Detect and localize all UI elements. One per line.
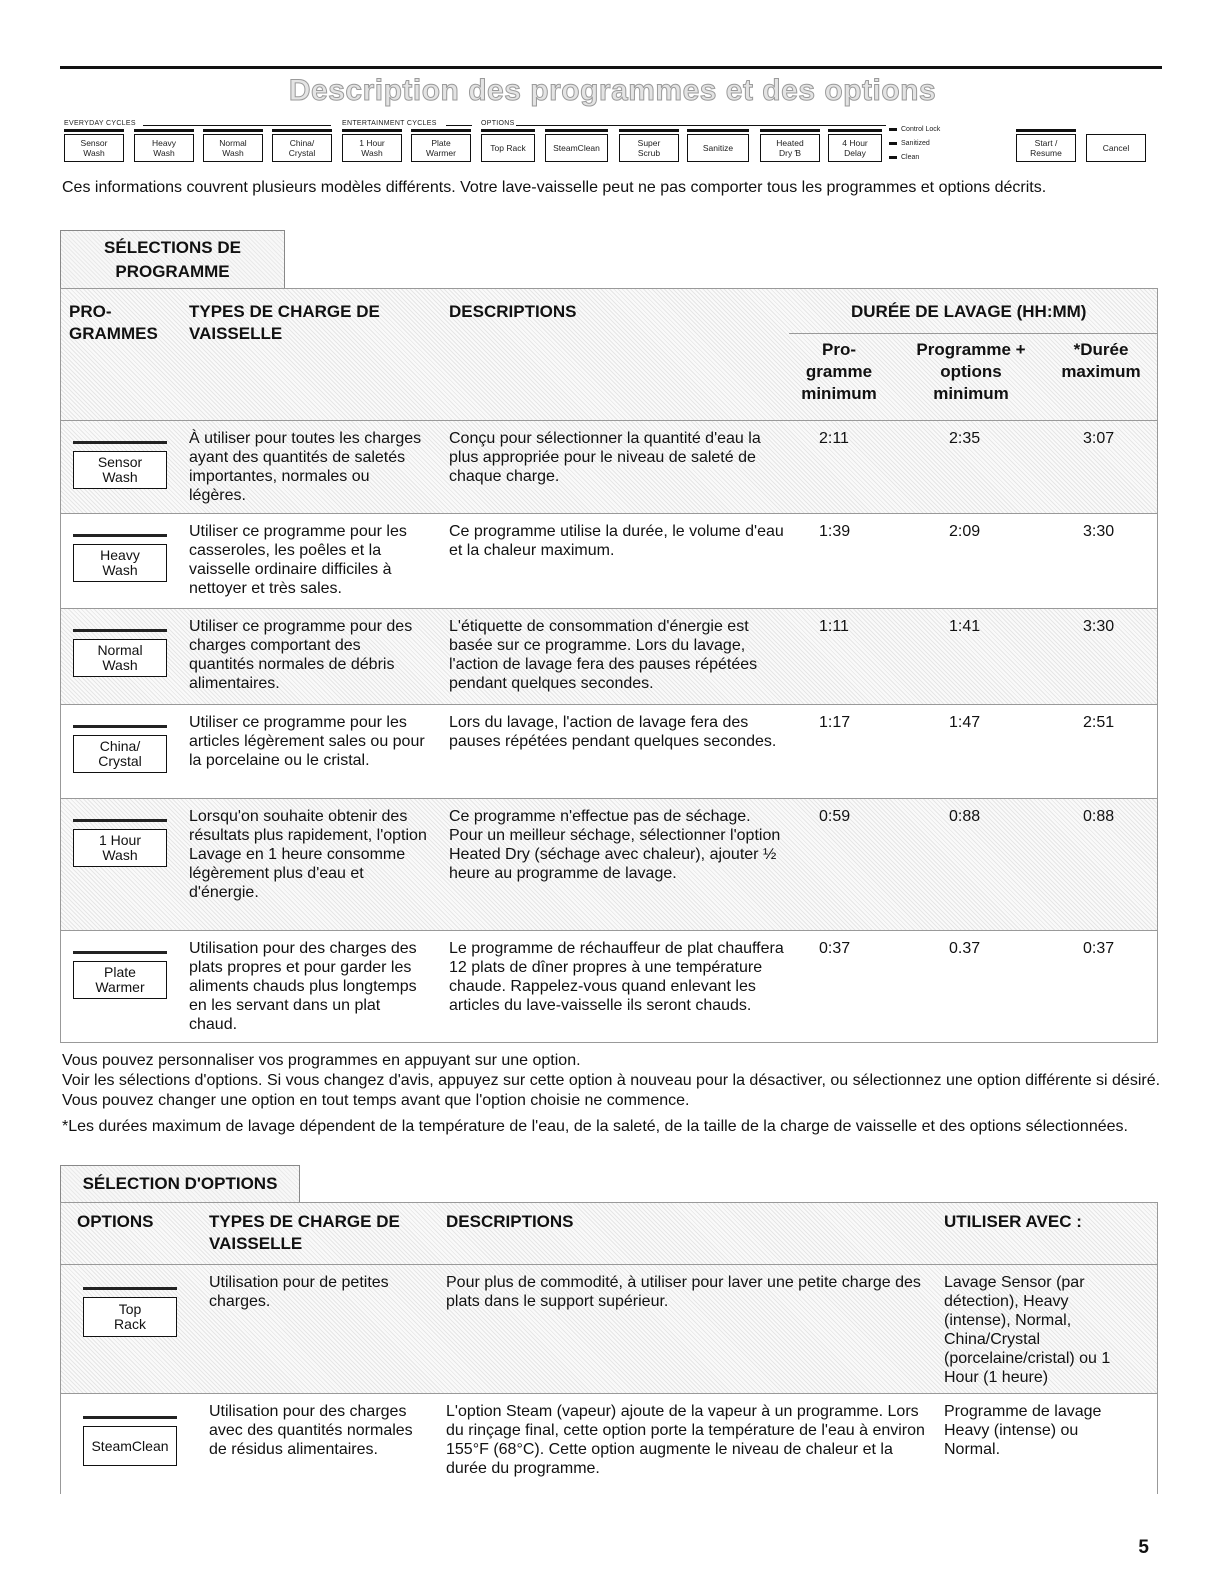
table-row bbox=[61, 1265, 1157, 1394]
options-table bbox=[60, 1202, 1158, 1494]
indicator-bar bbox=[203, 129, 263, 132]
table-header bbox=[61, 1203, 1157, 1265]
panel-button-sensor-wash[interactable]: Sensor Wash bbox=[64, 134, 124, 162]
max-time: 2:51 bbox=[1083, 714, 1115, 731]
panel-line bbox=[516, 125, 886, 126]
panel-button-plate-warmer[interactable]: Plate Warmer bbox=[411, 134, 471, 162]
china-crystal-button-icon: China/ Crystal bbox=[73, 735, 167, 773]
panel-button-steamclean[interactable]: SteamClean bbox=[545, 134, 608, 162]
description: Ce programme utilise la durée, le volume d'eau et la chaleur maximum. bbox=[449, 523, 784, 559]
panel-button-4-hour-delay[interactable]: 4 Hour Delay bbox=[828, 134, 882, 162]
load-type: Utiliser ce programme pour les casseroles, les poêles et la vaisselle ordinaire difficiles à nettoyer et très sales. bbox=[189, 523, 407, 597]
col-load-types-header: TYPES DE CHARGE DE VAISSELLE bbox=[189, 302, 380, 343]
panel-button-heated-dry[interactable]: Heated Dry Ɓ bbox=[760, 134, 820, 162]
heavy-wash-button-icon: Heavy Wash bbox=[73, 544, 167, 582]
options-time: 0:88 bbox=[949, 808, 981, 825]
options-time: 2:09 bbox=[949, 523, 981, 540]
max-time: 0:88 bbox=[1083, 808, 1115, 825]
use-with: Lavage Sensor (par détection), Heavy (intense), Normal, China/Crystal (porcelaine/cristal) ou 1 Hour (1 heure) bbox=[944, 1274, 1111, 1386]
tab-label: SÉLECTIONS DE bbox=[104, 238, 241, 257]
description: Lors du lavage, l'action de lavage fera des pauses répétées pendant quelques secondes. bbox=[449, 714, 777, 750]
use-with: Programme de lavage Heavy (intense) ou Normal. bbox=[944, 1403, 1102, 1458]
panel-button-normal-wash[interactable]: Normal Wash bbox=[203, 134, 263, 162]
tab-label: PROGRAMME bbox=[115, 262, 230, 281]
table-row bbox=[61, 705, 1157, 799]
note-options: Voir les sélections d'options. Si vous changez d'avis, appuyez sur cette option à nouveau pour la désactiver, ou sélectionnez une option différente si désiré. Vous pouvez changer une option en tout temps avant que l'option choisie ne commence. bbox=[62, 1072, 1161, 1109]
indicator-bar bbox=[83, 1416, 177, 1419]
indicator-bar bbox=[73, 725, 167, 728]
min-time: 2:11 bbox=[819, 430, 849, 447]
option-selections-tab: SÉLECTION D'OPTIONS bbox=[60, 1165, 300, 1202]
indicator-bar bbox=[411, 129, 471, 132]
table-row bbox=[61, 609, 1157, 705]
options-label: OPTIONS bbox=[481, 120, 515, 127]
panel-button-start-resume[interactable]: Start / Resume bbox=[1016, 134, 1076, 162]
load-type: Utilisation pour des charges avec des quantités normales de résidus alimentaires. bbox=[209, 1403, 413, 1458]
entertainment-cycles-label: ENTERTAINMENT CYCLES bbox=[342, 120, 437, 127]
indicator-bar bbox=[73, 441, 167, 444]
options-time: 0.37 bbox=[949, 940, 981, 957]
panel-button-heavy-wash[interactable]: Heavy Wash bbox=[134, 134, 194, 162]
col-programs-header: PRO- GRAMMES bbox=[69, 302, 158, 343]
top-rack-button-icon: Top Rack bbox=[83, 1297, 177, 1337]
description: Le programme de réchauffeur de plat chauffera 12 plats de dîner propres à une température chaude. Rappelez-vous quand enlevant les articles du lave-vaisselle ils seront chauds. bbox=[449, 940, 784, 1014]
plate-warmer-button-icon: Plate Warmer bbox=[73, 961, 167, 999]
options-time: 2:35 bbox=[949, 430, 981, 447]
panel-button-top-rack[interactable]: Top Rack bbox=[481, 134, 535, 162]
everyday-cycles-label: EVERYDAY CYCLES bbox=[64, 120, 136, 127]
note-customize: Vous pouvez personnaliser vos programmes en appuyant sur une option. bbox=[62, 1052, 581, 1069]
page-number: 5 bbox=[1138, 1537, 1149, 1558]
top-rule bbox=[60, 66, 1162, 69]
indicator-bar bbox=[272, 129, 332, 132]
panel-button-super-scrub[interactable]: Super Scrub bbox=[619, 134, 679, 162]
description: Pour plus de commodité, à utiliser pour laver une petite charge des plats dans le support supérieur. bbox=[446, 1274, 921, 1310]
col-options-header: OPTIONS bbox=[77, 1212, 154, 1231]
program-selections-tab bbox=[60, 230, 285, 288]
sanitized-indicator: Sanitized bbox=[889, 140, 930, 147]
col-use-with-header: UTILISER AVEC : bbox=[944, 1212, 1082, 1231]
col-descriptions-header: DESCRIPTIONS bbox=[449, 302, 577, 321]
panel-button-china-crystal[interactable]: China/ Crystal bbox=[272, 134, 332, 162]
description: Ce programme n'effectue pas de séchage. Pour un meilleur séchage, sélectionner l'option Heated Dry (séchage avec chaleur), ajouter ½ heure au programme de lavage. bbox=[449, 808, 781, 882]
sub-header-min: Pro- gramme minimum bbox=[801, 340, 877, 403]
indicator-bar bbox=[619, 129, 679, 132]
min-time: 0:59 bbox=[819, 808, 851, 825]
max-time: 3:30 bbox=[1083, 523, 1115, 540]
intro-text: Ces informations couvrent plusieurs modèles différents. Votre lave-vaisselle peut ne pas comporter tous les programmes et options décrits. bbox=[62, 179, 1047, 196]
load-type: Utilisation pour de petites charges. bbox=[209, 1274, 389, 1310]
panel-line bbox=[446, 125, 472, 126]
col-wash-time-header: DURÉE DE LAVAGE (HH:MM) bbox=[851, 302, 1087, 321]
max-time: 0:37 bbox=[1083, 940, 1115, 957]
min-time: 1:39 bbox=[819, 523, 851, 540]
indicator-bar bbox=[481, 129, 535, 132]
load-type: Lorsqu'on souhaite obtenir des résultats plus rapidement, l'option Lavage en 1 heure consomme légèrement plus d'eau et d'énergie. bbox=[189, 808, 427, 901]
page-title: Description des programmes et des options bbox=[288, 74, 937, 107]
indicator-bar bbox=[83, 1287, 177, 1290]
indicator-bar bbox=[73, 629, 167, 632]
normal-wash-button-icon: Normal Wash bbox=[73, 639, 167, 677]
sensor-wash-button-icon: Sensor Wash bbox=[73, 451, 167, 489]
panel-button-1-hour-wash[interactable]: 1 Hour Wash bbox=[342, 134, 402, 162]
indicator-bar bbox=[760, 129, 820, 132]
indicator-bar bbox=[828, 129, 882, 132]
load-type: À utiliser pour toutes les charges ayant des quantités de saletés importantes, normales ou légères. bbox=[189, 430, 422, 504]
table-row bbox=[61, 421, 1157, 514]
indicator-bar bbox=[73, 951, 167, 954]
panel-button-sanitize[interactable]: Sanitize bbox=[687, 134, 749, 162]
load-type: Utiliser ce programme pour les articles légèrement sales ou pour la porcelaine ou le cristal. bbox=[189, 714, 425, 769]
table-header bbox=[61, 289, 1157, 421]
load-type: Utilisation pour des charges des plats propres et pour garder les aliments chauds plus longtemps en les servant dans un plat chaud. bbox=[189, 940, 417, 1033]
indicator-bar bbox=[134, 129, 194, 132]
program-table bbox=[60, 288, 1158, 1043]
steamclean-button-icon: SteamClean bbox=[83, 1426, 177, 1466]
panel-line bbox=[143, 125, 331, 126]
panel-button-cancel[interactable]: Cancel bbox=[1086, 134, 1146, 162]
sub-header-options: Programme + options minimum bbox=[916, 340, 1026, 403]
note-max-duration: *Les durées maximum de lavage dépendent de la température de l'eau, de la saleté, de la taille de la charge de vaisselle et des options sélectionnées. bbox=[62, 1118, 1128, 1135]
sub-header-max: *Durée maximum bbox=[1061, 340, 1141, 381]
header-divider bbox=[789, 333, 1157, 334]
max-time: 3:30 bbox=[1083, 618, 1115, 635]
min-time: 0:37 bbox=[819, 940, 851, 957]
description: Conçu pour sélectionner la quantité d'eau la plus appropriée pour le niveau de saleté de chaque charge. bbox=[449, 430, 761, 485]
max-time: 3:07 bbox=[1083, 430, 1115, 447]
description: L'étiquette de consommation d'énergie est basée sur ce programme. Lors du lavage, l'action de lavage fera des pauses répétées pendant quelques secondes. bbox=[449, 618, 758, 692]
indicator-bar bbox=[1016, 129, 1076, 132]
options-time: 1:41 bbox=[949, 618, 981, 635]
table-row bbox=[61, 1394, 1157, 1495]
options-time: 1:47 bbox=[949, 714, 981, 731]
indicator-bar bbox=[64, 129, 124, 132]
col-load-types-header: TYPES DE CHARGE DE VAISSELLE bbox=[209, 1212, 400, 1253]
load-type: Utiliser ce programme pour des charges comportant des quantités normales de débris alimentaires. bbox=[189, 618, 413, 692]
1-hour-wash-button-icon: 1 Hour Wash bbox=[73, 829, 167, 867]
indicator-bar bbox=[73, 534, 167, 537]
indicator-bar bbox=[73, 819, 167, 822]
min-time: 1:11 bbox=[819, 618, 849, 635]
clean-indicator: Clean bbox=[889, 154, 919, 161]
table-row bbox=[61, 514, 1157, 609]
table-row bbox=[61, 799, 1157, 931]
indicator-bar bbox=[545, 129, 608, 132]
indicator-bar bbox=[687, 129, 749, 132]
indicator-bar bbox=[342, 129, 402, 132]
min-time: 1:17 bbox=[819, 714, 851, 731]
table-row bbox=[61, 931, 1157, 1042]
control-lock-indicator: Control Lock bbox=[889, 126, 940, 133]
description: L'option Steam (vapeur) ajoute de la vapeur à un programme. Lors du rinçage final, cette option porte la température de l'eau à environ 155°F (68°C). Cette option augmente le niveau de chaleur et la durée du programme. bbox=[446, 1403, 925, 1477]
col-descriptions-header: DESCRIPTIONS bbox=[446, 1212, 574, 1231]
